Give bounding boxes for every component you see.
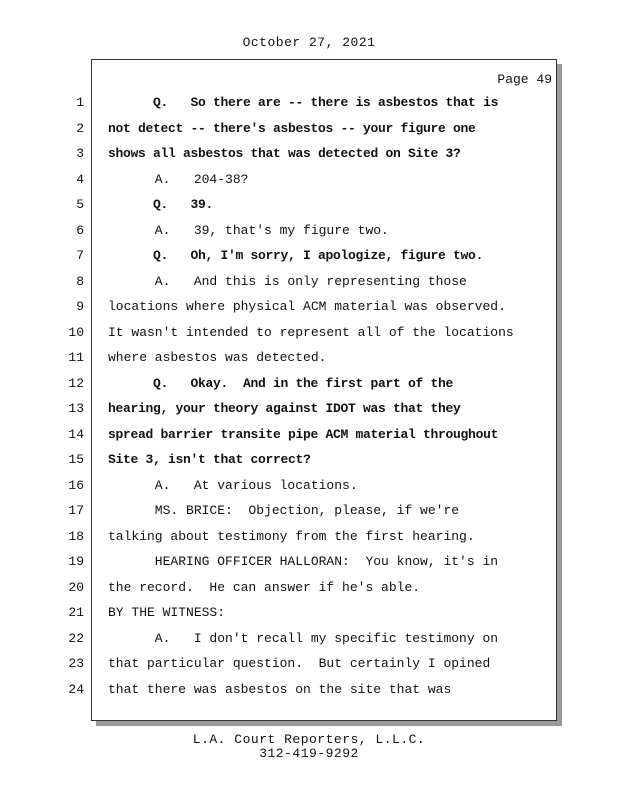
line-number: 21: [68, 605, 84, 620]
line-number: 1: [76, 95, 84, 110]
transcript-line: A. At various locations.: [108, 477, 358, 493]
line-number: 24: [68, 681, 84, 697]
line-number: 23: [68, 656, 84, 671]
line-number: 18: [68, 528, 84, 544]
transcript-line: A. 39, that's my figure two.: [108, 222, 389, 238]
transcript-line: It wasn't intended to represent all of the locations: [108, 324, 514, 340]
line-number: 8: [76, 273, 84, 289]
reporter-company: L.A. Court Reporters, L.L.C.: [192, 732, 426, 747]
transcript-line: Q. 39.: [108, 197, 214, 212]
line-number: 13: [68, 401, 84, 416]
transcript-line: HEARING OFFICER HALLORAN: You know, it's in: [108, 554, 499, 569]
line-number: 7: [76, 248, 84, 263]
line-number: 6: [76, 222, 84, 238]
transcript-date: October 27, 2021: [242, 35, 376, 50]
transcript-line: Q. So there are -- there is asbestos that is: [108, 95, 499, 110]
transcript-line: A. And this is only representing those: [108, 273, 467, 289]
line-number: 9: [76, 299, 84, 314]
transcript-line: BY THE WITNESS:: [108, 605, 226, 620]
transcript-line: spread barrier transite pipe ACM material throughout: [108, 426, 499, 442]
line-number-column: [60, 90, 84, 702]
transcript-line: that there was asbestos on the site that was: [108, 681, 452, 697]
transcript-line: Site 3, isn't that correct?: [108, 452, 311, 467]
line-number: 22: [68, 630, 84, 646]
transcript-line: locations where physical ACM material was observed.: [108, 299, 506, 314]
footer: [0, 733, 618, 761]
line-number: 12: [68, 375, 84, 391]
transcript-line: MS. BRICE: Objection, please, if we're: [108, 503, 460, 518]
line-number: 14: [68, 426, 84, 442]
transcript-line: hearing, your theory against IDOT was that they: [108, 401, 461, 416]
reporter-phone: 312-419-9292: [259, 746, 359, 761]
line-number: 5: [76, 197, 84, 212]
line-number: 2: [76, 120, 84, 136]
line-number: 10: [68, 324, 84, 340]
transcript-line: shows all asbestos that was detected on Site 3?: [108, 146, 461, 161]
transcript-body: [108, 90, 548, 702]
transcript-line: A. 204-38?: [108, 171, 249, 187]
transcript-line: the record. He can answer if he's able.: [108, 579, 421, 595]
line-number: 4: [76, 171, 84, 187]
transcript-line: Q. Okay. And in the first part of the: [108, 375, 454, 391]
line-number: 11: [68, 350, 84, 365]
transcript-line: Q. Oh, I'm sorry, I apologize, figure two.: [108, 248, 484, 263]
transcript-line: that particular question. But certainly I opined: [108, 656, 491, 671]
line-number: 15: [68, 452, 84, 467]
transcript-line: talking about testimony from the first hearing.: [108, 528, 475, 544]
transcript-line: not detect -- there's asbestos -- your figure one: [108, 120, 476, 136]
page-number: Page 49: [497, 72, 552, 87]
line-number: 3: [76, 146, 84, 161]
transcript-line: where asbestos was detected.: [108, 350, 327, 365]
line-number: 19: [68, 554, 84, 569]
line-number: 20: [68, 579, 84, 595]
line-number: 16: [68, 477, 84, 493]
line-number: 17: [68, 503, 84, 518]
transcript-line: A. I don't recall my specific testimony on: [108, 630, 499, 646]
